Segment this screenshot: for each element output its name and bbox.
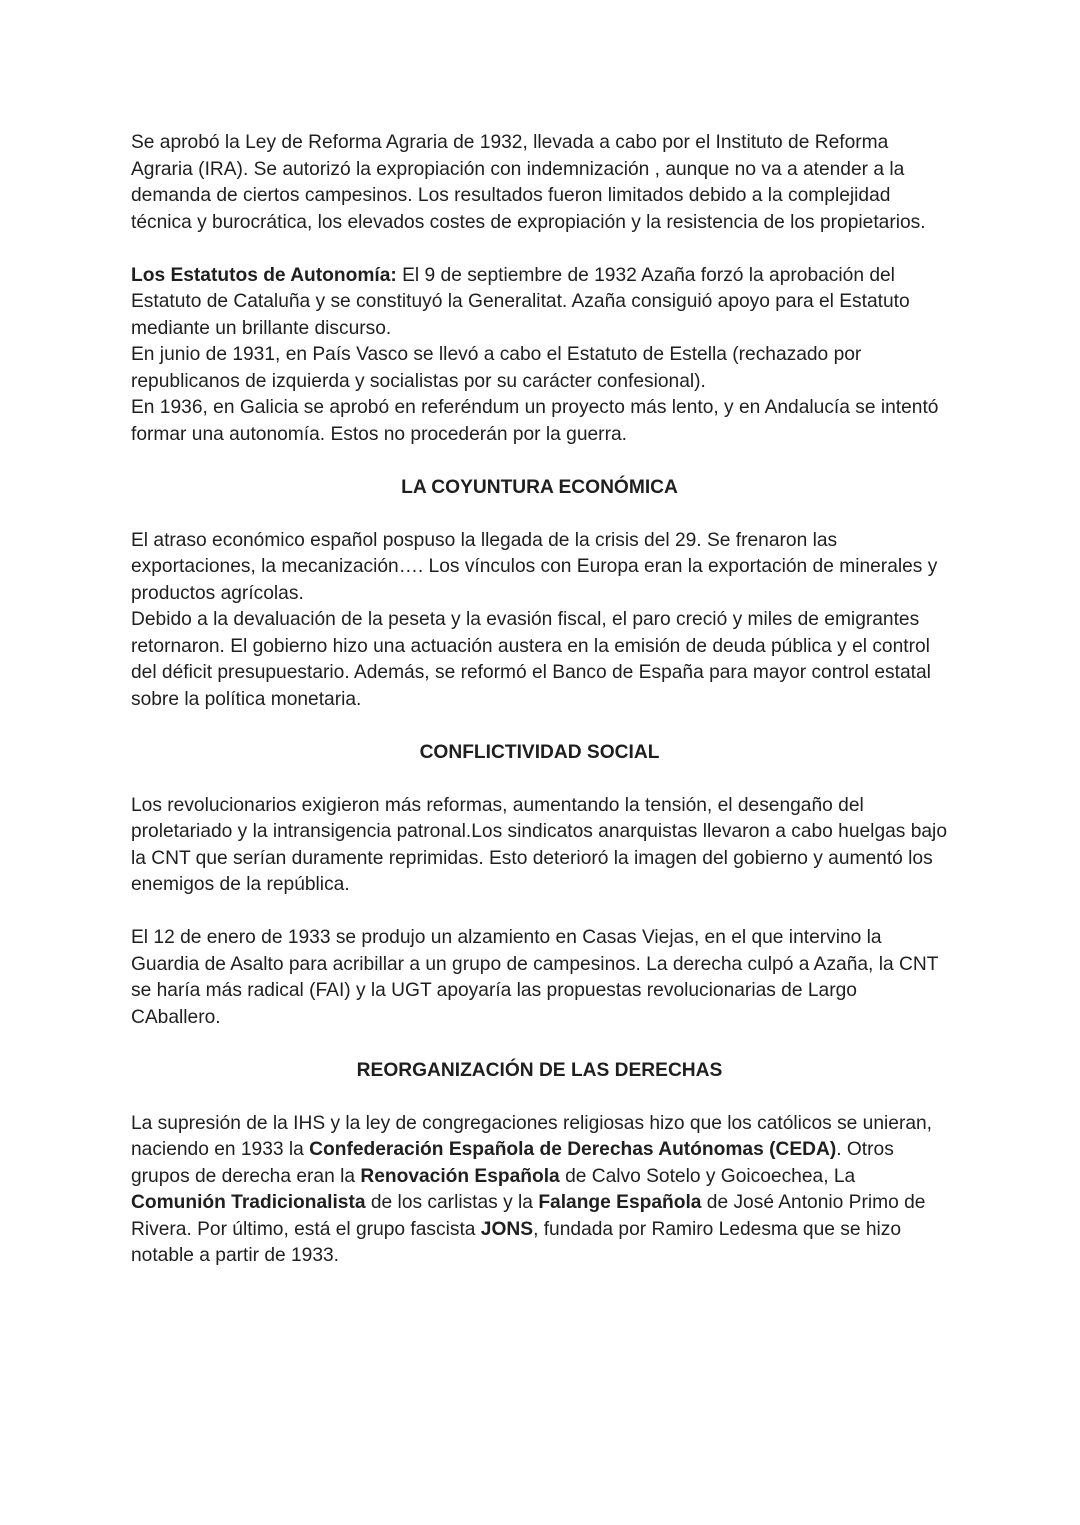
heading-reorganizacion-derechas: REORGANIZACIÓN DE LAS DERECHAS (356, 1059, 723, 1081)
paragraph-spacer (131, 766, 951, 793)
paragraph-estatutos (131, 263, 951, 343)
derechas-text-1: La supresión de la IHS y la ley de congregaciones religiosas hizo que los católicos se unieran, naciendo en 1933 la (131, 1112, 933, 1160)
derechas-text-4: de los carlistas y la (365, 1192, 539, 1213)
derechas-text-3: de Calvo Sotelo y Goicoechea, La (559, 1165, 856, 1187)
derechas-bold-falange: Falange Española (538, 1192, 702, 1213)
paragraph-pais-vasco: En junio de 1931, en País Vasco se llevó a cabo el Estatuto de Estella (rechazado por republicanos de izquierda y socialistas por su carácter confesional). (131, 344, 862, 392)
paragraph-spacer (131, 1031, 951, 1058)
paragraph-spacer (131, 1084, 951, 1111)
paragraph-spacer (131, 899, 951, 926)
paragraph-derechas (131, 1111, 951, 1270)
estatutos-text: El 9 de septiembre de 1932 Azaña forzó la aprobación del Estatuto de Cataluña y se constituyó la Generalitat. Azaña consiguió apoyo para el Estatuto mediante un brillante discurso. (131, 264, 910, 339)
derechas-bold-comunion: Comunión Tradicionalista (131, 1192, 366, 1213)
estatutos-label: Los Estatutos de Autonomía: (131, 264, 397, 286)
paragraph-spacer (131, 236, 951, 263)
derechas-bold-renovacion: Renovación Española (360, 1165, 560, 1187)
paragraph-galicia: En 1936, en Galicia se aprobó en referéndum un proyecto más lento, y en Andalucía se intentó formar una autonomía. Estos no procederán por la guerra. (131, 397, 939, 445)
paragraph-coyuntura-1: El atraso económico español pospuso la llegada de la crisis del 29. Se frenaron las exportaciones, la mecanización…. Los vínculos con Europa eran la exportación de minerales y productos agrícolas. (131, 529, 938, 604)
paragraph-spacer (131, 713, 951, 740)
heading-conflictividad-social: CONFLICTIVIDAD SOCIAL (419, 741, 660, 763)
derechas-text-5: de José Antonio Primo de Rivera. Por último, está el grupo fascista (131, 1192, 926, 1240)
paragraph-conflictividad-1: Los revolucionarios exigieron más reformas, aumentando la tensión, el desengaño del proletariado y la intransigencia patronal.Los sindicatos anarquistas llevaron a cabo huelgas bajo la CNT que serían duramente reprimidas. Esto deterioró la imagen del gobierno y aumentó los enemigos de la república. (131, 794, 947, 895)
paragraph-spacer (131, 501, 951, 528)
derechas-bold-ceda: Confederación Española de Derechas Autónomas (CEDA) (309, 1139, 837, 1160)
derechas-text-2: . Otros grupos de derecha eran la (131, 1139, 894, 1187)
heading-coyuntura-economica: LA COYUNTURA ECONÓMICA (401, 476, 678, 498)
paragraph-reforma-agraria: Se aprobó la Ley de Reforma Agraria de 1932, llevada a cabo por el Instituto de Reforma Agraria (IRA). Se autorizó la expropiación con indemnización , aunque no va a atender a la demanda de ciertos campesinos. Los resultados fueron limitados debido a la complejidad técnica y burocrática, los elevados costes de expropiación y la resistencia de los propietarios. (131, 132, 926, 233)
derechas-text-6: , fundada por Ramiro Ledesma que se hizo notable a partir de 1933. (131, 1218, 902, 1266)
document-body (131, 130, 951, 1270)
paragraph-conflictividad-2: El 12 de enero de 1933 se produjo un alzamiento en Casas Viejas, en el que intervino la Guardia de Asalto para acribillar a un grupo de campesinos. La derecha culpó a Azaña, la CNT se haría más radical (FAI) y la UGT apoyaría las propuestas revolucionarias de Largo CAballero. (131, 927, 939, 1028)
paragraph-coyuntura-2: Debido a la devaluación de la peseta y la evasión fiscal, el paro creció y miles de emigrantes retornaron. El gobierno hizo una actuación austera en la emisión de deuda pública y el control del déficit presupuestario. Además, se reformó el Banco de España para mayor control estatal sobre la política monetaria. (131, 609, 931, 710)
derechas-bold-jons: JONS (480, 1218, 534, 1240)
paragraph-spacer (131, 448, 951, 475)
